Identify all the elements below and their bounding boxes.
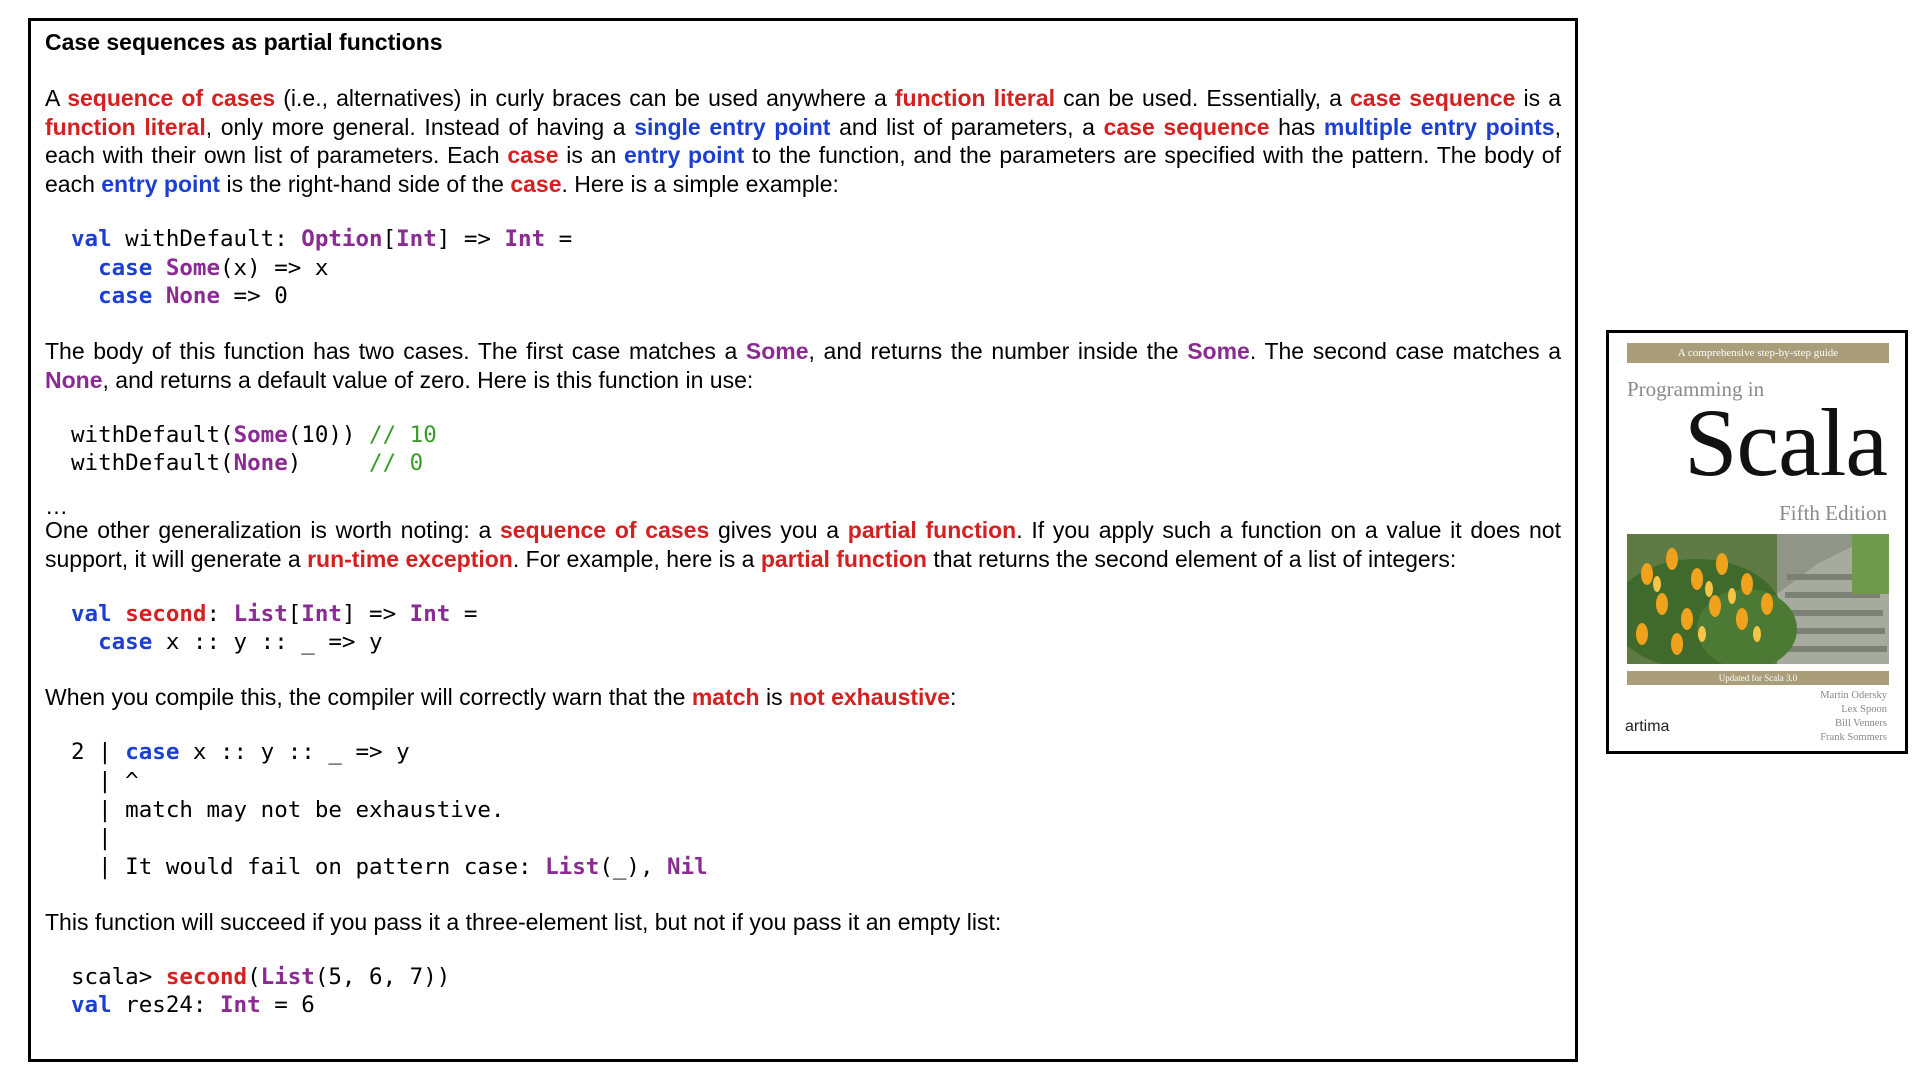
code-text: withDefault( [71,421,234,448]
text: and list of parameters, a [830,113,1104,140]
book-cover-image [1606,330,1908,754]
cover-updated-band: Updated for Scala 3.0 [1627,671,1889,685]
code-block-second [71,600,1561,658]
text: that returns the second element of a list of integers: [926,545,1457,572]
code-text: (10)) [287,421,370,448]
text: is a [1515,85,1561,111]
repl-prompt: scala> [71,963,166,990]
code-line [71,767,1561,796]
term-partial-function: partial function [847,517,1017,544]
keyword: case [98,283,153,310]
code-text: = 6 [260,992,315,1019]
slide-content-box [28,18,1578,1062]
cover-subtitle: Programming in [1627,377,1765,401]
term-some: Some [1187,338,1250,365]
code-line [71,600,1561,629]
section-heading: Case sequences as partial functions [45,29,443,55]
code-line [71,254,1561,283]
keyword: case [98,629,153,656]
term-some: Some [745,338,809,365]
text: , only more general. Instead of having a [205,113,635,140]
body-paragraph [45,908,1561,937]
code-text: ] => [341,600,410,627]
keyword: val [71,600,112,627]
cover-tagline: A comprehensive step-by-step guide [1627,343,1889,363]
term-sequence-of-cases: sequence of cases [67,85,276,111]
term-case: case [507,142,559,169]
repl-block [71,963,1561,1021]
cover-photo [1627,534,1889,664]
text: , and returns the number inside the [808,338,1188,365]
code-text: [ [382,225,397,252]
text: , each with their own list of parameters. Each [45,113,1562,169]
code-text [152,283,166,309]
body-paragraph [45,337,1561,394]
type-name: Int [396,225,437,252]
code-text: res24: [111,992,221,1019]
text: . For example, here is a [512,545,761,572]
term-entry-point: entry point [624,142,745,169]
text: has [1269,113,1324,140]
intro-paragraph [45,84,1561,199]
code-text: [ [287,600,302,627]
code-comment: // 10 [369,421,437,448]
type-name: Some [165,254,221,281]
type-name: None [233,450,288,477]
code-text: | It would fail on pattern case: [71,854,546,881]
term-function-literal: function literal [894,85,1056,111]
term-match: match [691,684,760,711]
code-indent [71,283,98,309]
code-line [71,282,1561,311]
keyword: case [125,738,180,765]
code-line [71,963,1561,992]
garden-stairs-illustration [1627,534,1889,664]
keyword: val [71,992,112,1019]
code-text: (5, 6, 7)) [314,963,451,990]
term-entry-point: entry point [101,171,221,198]
code-line [71,628,1561,657]
code-line [71,449,1561,478]
ellipsis: … [45,493,68,520]
code-indent [71,255,98,281]
code-text: ( [247,963,261,990]
text: . Here is a simple example: [561,171,839,198]
text: gives you a [709,517,848,544]
text: , and returns a default value of zero. Here is this function in use: [102,366,754,393]
function-name: second [125,600,207,627]
code-text: 2 | [71,738,126,765]
code-text: = [450,600,478,627]
code-indent [71,629,98,655]
code-line [71,853,1561,882]
text: When you compile this, the compiler will correctly warn that the [45,684,692,711]
code-text [112,601,126,627]
code-text: x :: y :: _ => y [179,738,410,765]
term-sequence-of-cases: sequence of cases [499,517,710,544]
text: One other generalization is worth noting: a [45,517,500,544]
body-paragraph [45,516,1561,573]
text: This function will succeed if you pass it a three-element list, but not if you pass it an empty list: [45,908,1002,935]
code-line [71,738,1561,767]
text: is [759,684,789,711]
code-text: withDefault: [111,225,302,252]
term-not-exhaustive: not exhaustive [788,684,950,711]
text: . The second case matches a [1249,338,1561,365]
term-function-literal: function literal [45,113,206,140]
term-case-sequence: case sequence [1350,85,1516,111]
code-line [71,824,1561,853]
text: can be used. Essentially, a [1055,85,1351,111]
term-case: case [510,171,562,198]
code-text: ] => [436,225,505,252]
author-name: Lex Spoon [1841,704,1887,715]
type-name: Option [301,225,383,252]
type-name: Int [220,992,261,1019]
type-name: Int [504,225,546,252]
code-comment: // 0 [369,450,424,477]
text: The body of this function has two cases. The first case matches a [45,338,746,365]
code-text: | match may not be exhaustive. [71,796,505,823]
text: is an [558,142,625,169]
code-text: | ^ [71,767,139,794]
type-name: Int [409,600,451,627]
cover-title: Scala [1684,389,1887,496]
term-none: None [45,366,103,393]
author-name: Bill Venners [1834,718,1887,729]
term-run-time-exception: run-time exception [307,545,513,572]
text: A [45,85,68,111]
code-text: (_), [599,854,668,881]
text: (i.e., alternatives) in curly braces can be used anywhere a [275,85,895,111]
code-text: = [545,225,573,252]
publisher-logo: artima [1625,718,1670,735]
text: to the function, and the parameters are specified with the pattern. The body of each [45,142,1561,198]
body-paragraph [45,683,1561,712]
code-text: : [206,600,234,627]
type-name: Nil [667,854,708,881]
code-text: withDefault( [71,450,234,477]
type-name: List [233,600,288,627]
code-text: ) [287,450,370,477]
type-name: None [165,283,221,310]
author-name: Martin Odersky [1820,690,1887,701]
cover-edition: Fifth Edition [1779,501,1887,525]
term-multiple-entry-points: multiple entry points [1323,113,1555,140]
code-text: (x) => x [220,254,329,281]
function-name: second [165,963,248,990]
code-text [152,255,166,281]
keyword: val [71,225,112,252]
text: is the right-hand side of the [220,171,511,198]
type-name: Int [301,600,342,627]
code-line [71,421,1561,450]
text: . If you apply such a function on a value it does not support, it will generate a [45,517,1561,572]
type-name: List [545,854,600,881]
code-line [71,991,1561,1020]
keyword: case [98,254,153,281]
type-name: Some [233,421,288,448]
code-line [71,796,1561,825]
text: : [950,684,957,711]
type-name: List [260,963,315,990]
term-case-sequence: case sequence [1103,113,1270,140]
code-block-usage [71,421,1561,479]
term-single-entry-point: single entry point [634,113,831,140]
code-text: => 0 [220,283,288,310]
code-line [71,225,1561,254]
cover-authors [1820,689,1887,745]
term-partial-function: partial function [760,545,927,572]
code-block-withdefault [71,225,1561,311]
compiler-warning-block [71,738,1561,882]
code-text: x :: y :: _ => y [152,629,383,656]
author-name: Frank Sommers [1820,732,1887,743]
code-text: | [71,825,112,852]
